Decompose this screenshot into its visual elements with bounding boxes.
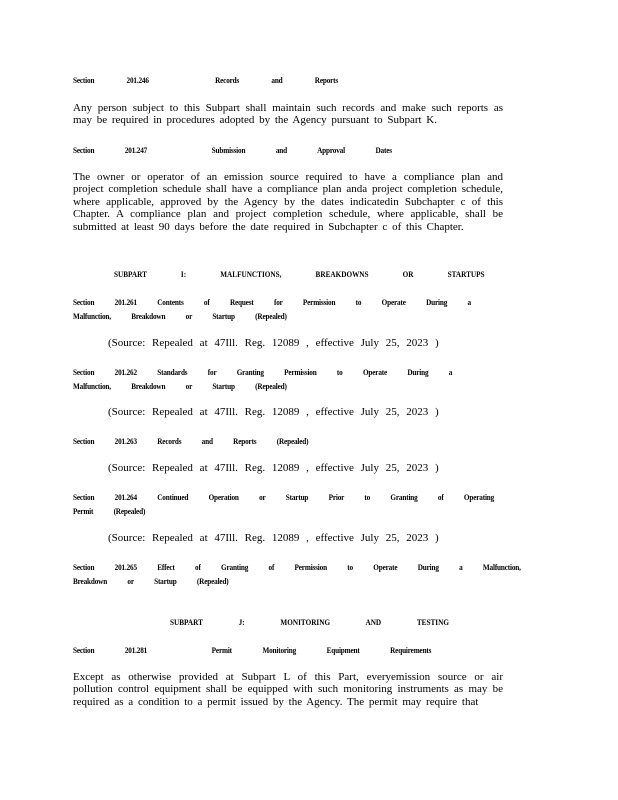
heading-line-2: Permit (Repealed): [73, 506, 146, 516]
heading-line-1: Section 201.261 Contents of Request for Permission to Operate During a: [73, 297, 471, 307]
section-heading-201-247: [73, 145, 392, 155]
subpart-i-heading: SUBPART I: MALFUNCTIONS, BREAKDOWNS OR STARTUPS: [114, 269, 485, 279]
section-number: Section 201.246: [73, 75, 149, 85]
section-title: Submission and Approval Dates: [211, 145, 392, 155]
heading-line-2: Malfunction, Breakdown or Startup (Repealed): [73, 311, 287, 321]
source-note-201-262: (Source: Repealed at 47Ill. Reg. 12089 , effective July 25, 2023 ): [108, 406, 439, 418]
section-title: Records and Reports: [215, 75, 339, 85]
section-heading-201-261: [73, 297, 471, 321]
heading-line-1: Section 201.265 Effect of Granting of Permission to Operate During a Malfunction,: [73, 562, 521, 572]
section-title: Permit Monitoring Equipment Requirements: [211, 645, 432, 655]
section-number: Section 201.247: [73, 145, 148, 155]
section-heading-201-246: [73, 75, 338, 85]
section-heading-201-264: [73, 492, 494, 516]
section-heading-201-265: [73, 562, 521, 586]
source-note-201-264: (Source: Repealed at 47Ill. Reg. 12089 , effective July 25, 2023 ): [108, 532, 439, 544]
section-number: Section 201.281: [73, 645, 148, 655]
section-heading-201-281: [73, 645, 431, 655]
heading-line-1: Section 201.264 Continued Operation or Startup Prior to Granting of Operating: [73, 492, 495, 502]
section-text-201-246: Any person subject to this Subpart shall maintain such records and make such reports as may be required in procedures adopted by the Agency pursuant to Subpart K.: [73, 102, 503, 127]
section-heading-201-262: [73, 367, 452, 391]
subpart-j-heading: SUBPART J: MONITORING AND TESTING: [170, 617, 449, 627]
source-note-201-261: (Source: Repealed at 47Ill. Reg. 12089 , effective July 25, 2023 ): [108, 337, 439, 349]
heading-line-2: Breakdown or Startup (Repealed): [73, 576, 229, 586]
section-text-201-247: The owner or operator of an emission source required to have a compliance plan and project completion schedule shall have a compliance plan anda project completion schedule, where applicable, approved by the Agency by the dates indicatedin Subchapter c of this Chapter. A compliance plan and project completion schedule, where applicable, shall be submitted at least 90 days before the date required in Subchapter c of this Chapter.: [73, 171, 503, 233]
section-text-201-281: Except as otherwise provided at Subpart L of this Part, everyemission source or air pollution control equipment shall be equipped with such monitoring instruments as may be required as a condition to a permit issued by the Agency. The permit may require that: [73, 671, 503, 708]
heading-line-1: Section 201.262 Standards for Granting Permission to Operate During a: [73, 367, 453, 377]
heading-line-1: Section 201.263 Records and Reports (Repealed): [73, 436, 309, 446]
section-heading-201-263: [73, 436, 308, 446]
heading-line-2: Malfunction, Breakdown or Startup (Repealed): [73, 381, 287, 391]
source-note-201-263: (Source: Repealed at 47Ill. Reg. 12089 , effective July 25, 2023 ): [108, 462, 439, 474]
